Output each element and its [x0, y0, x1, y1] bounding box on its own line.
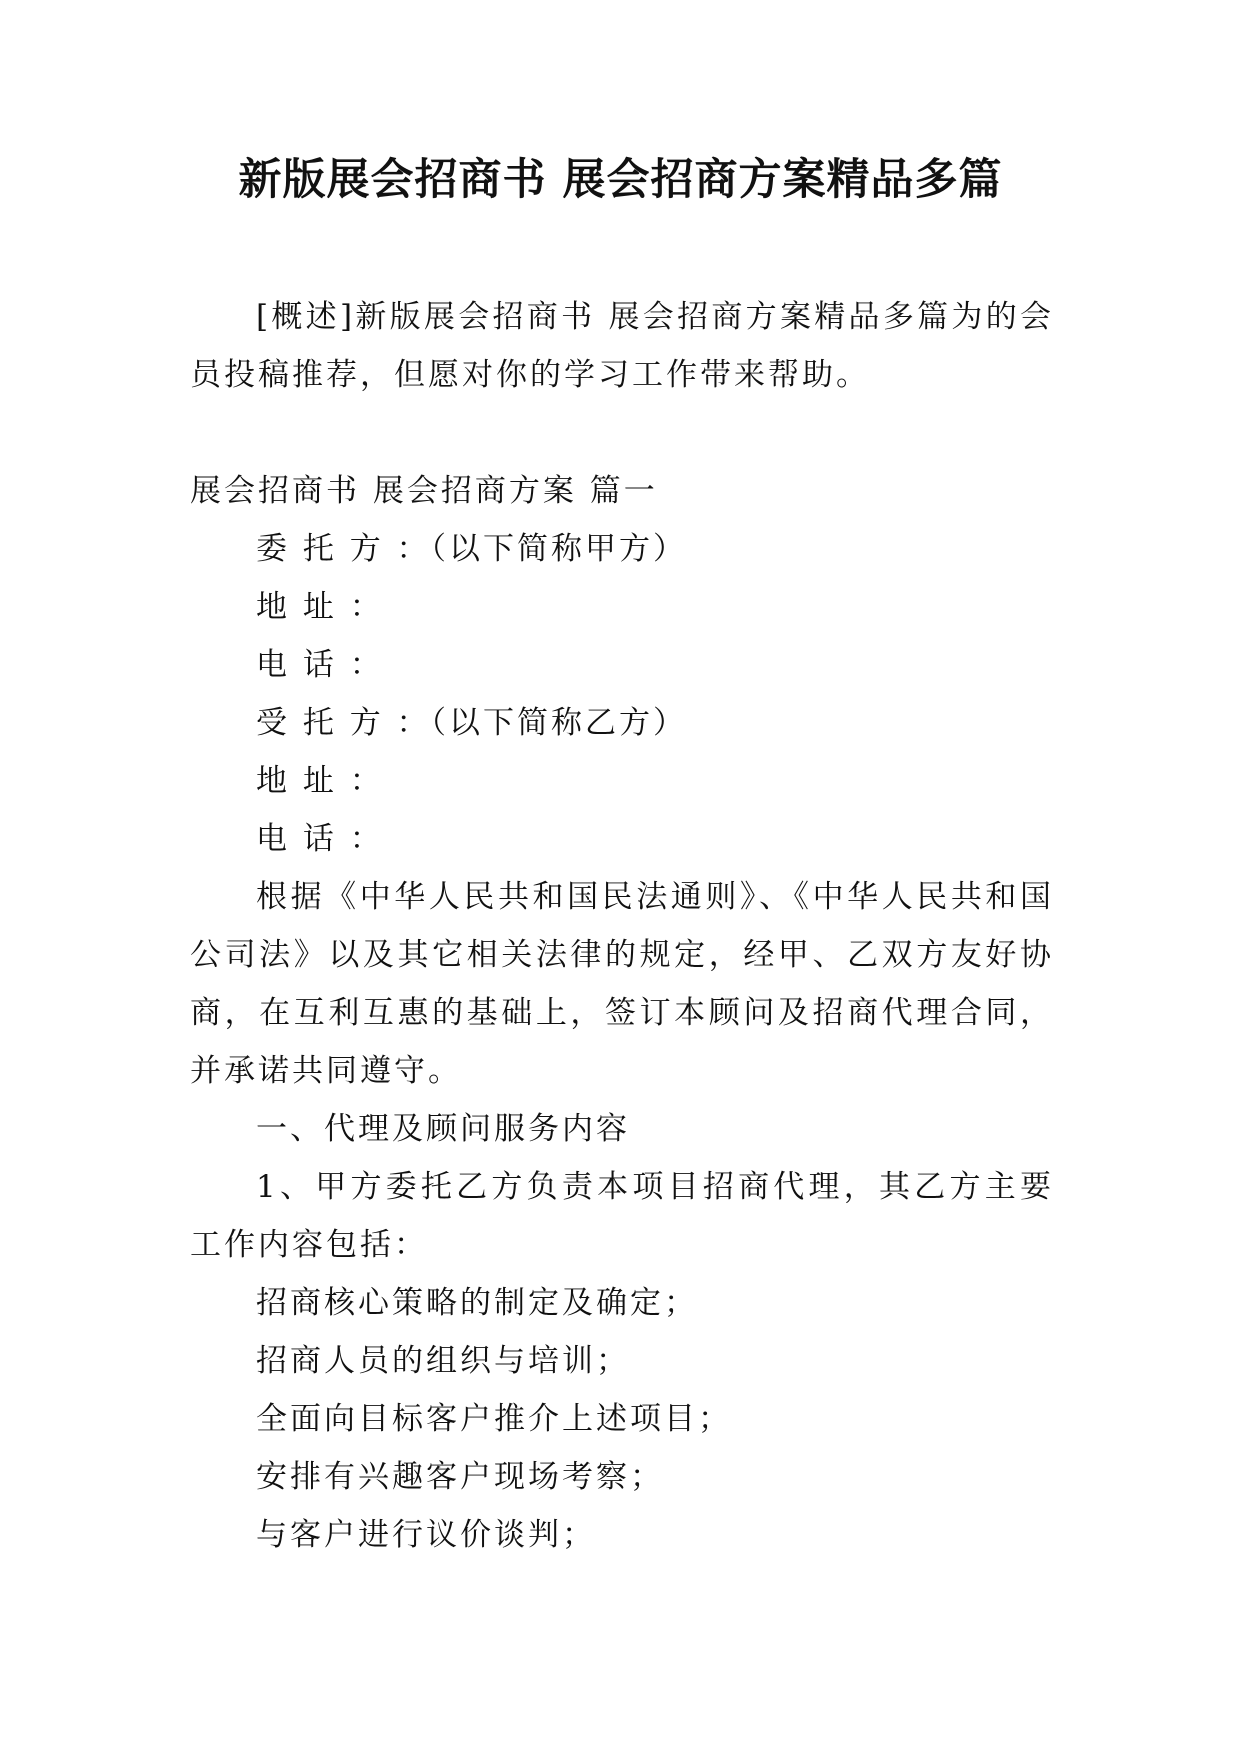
document-title: 新版展会招商书 展会招商方案精品多篇 [238, 155, 1003, 205]
section-heading: 展会招商书 展会招商方案 篇一 [190, 473, 658, 509]
summary-paragraph: [概述]新版展会招商书 展会招商方案精品多篇为的会员投稿推荐，但愿对你的学习工作带来帮助。 [190, 299, 1054, 393]
list-item: 与客户进行议价谈判； [256, 1517, 596, 1553]
clause-1-paragraph: 1、甲方委托乙方负责本项目招商代理，其乙方主要工作内容包括： [190, 1169, 1054, 1263]
list-item: 全面向目标客户推介上述项目； [256, 1401, 732, 1437]
document-body [190, 288, 1054, 1564]
field-client-phone: 电 话 ： [256, 647, 384, 683]
clause-heading: 一、代理及顾问服务内容 [256, 1111, 630, 1147]
field-client-address: 地 址 ： [256, 589, 384, 625]
list-item: 招商核心策略的制定及确定； [256, 1285, 698, 1321]
list-item: 招商人员的组织与培训； [256, 1343, 630, 1379]
list-item: 安排有兴趣客户现场考察； [256, 1459, 664, 1495]
basis-paragraph: 根据《中华人民共和国民法通则》、《中华人民共和国公司法》以及其它相关法律的规定，经甲、乙双方友好协商，在互利互惠的基础上，签订本顾问及招商代理合同，并承诺共同遵守。 [190, 879, 1054, 1089]
blank-line [190, 404, 1054, 462]
field-agent: 受 托 方 ：（以下简称乙方） [256, 705, 688, 741]
field-client: 委 托 方 ：（以下简称甲方） [256, 531, 688, 567]
field-agent-address: 地 址 ： [256, 763, 384, 799]
field-agent-phone: 电 话 ： [256, 821, 384, 857]
